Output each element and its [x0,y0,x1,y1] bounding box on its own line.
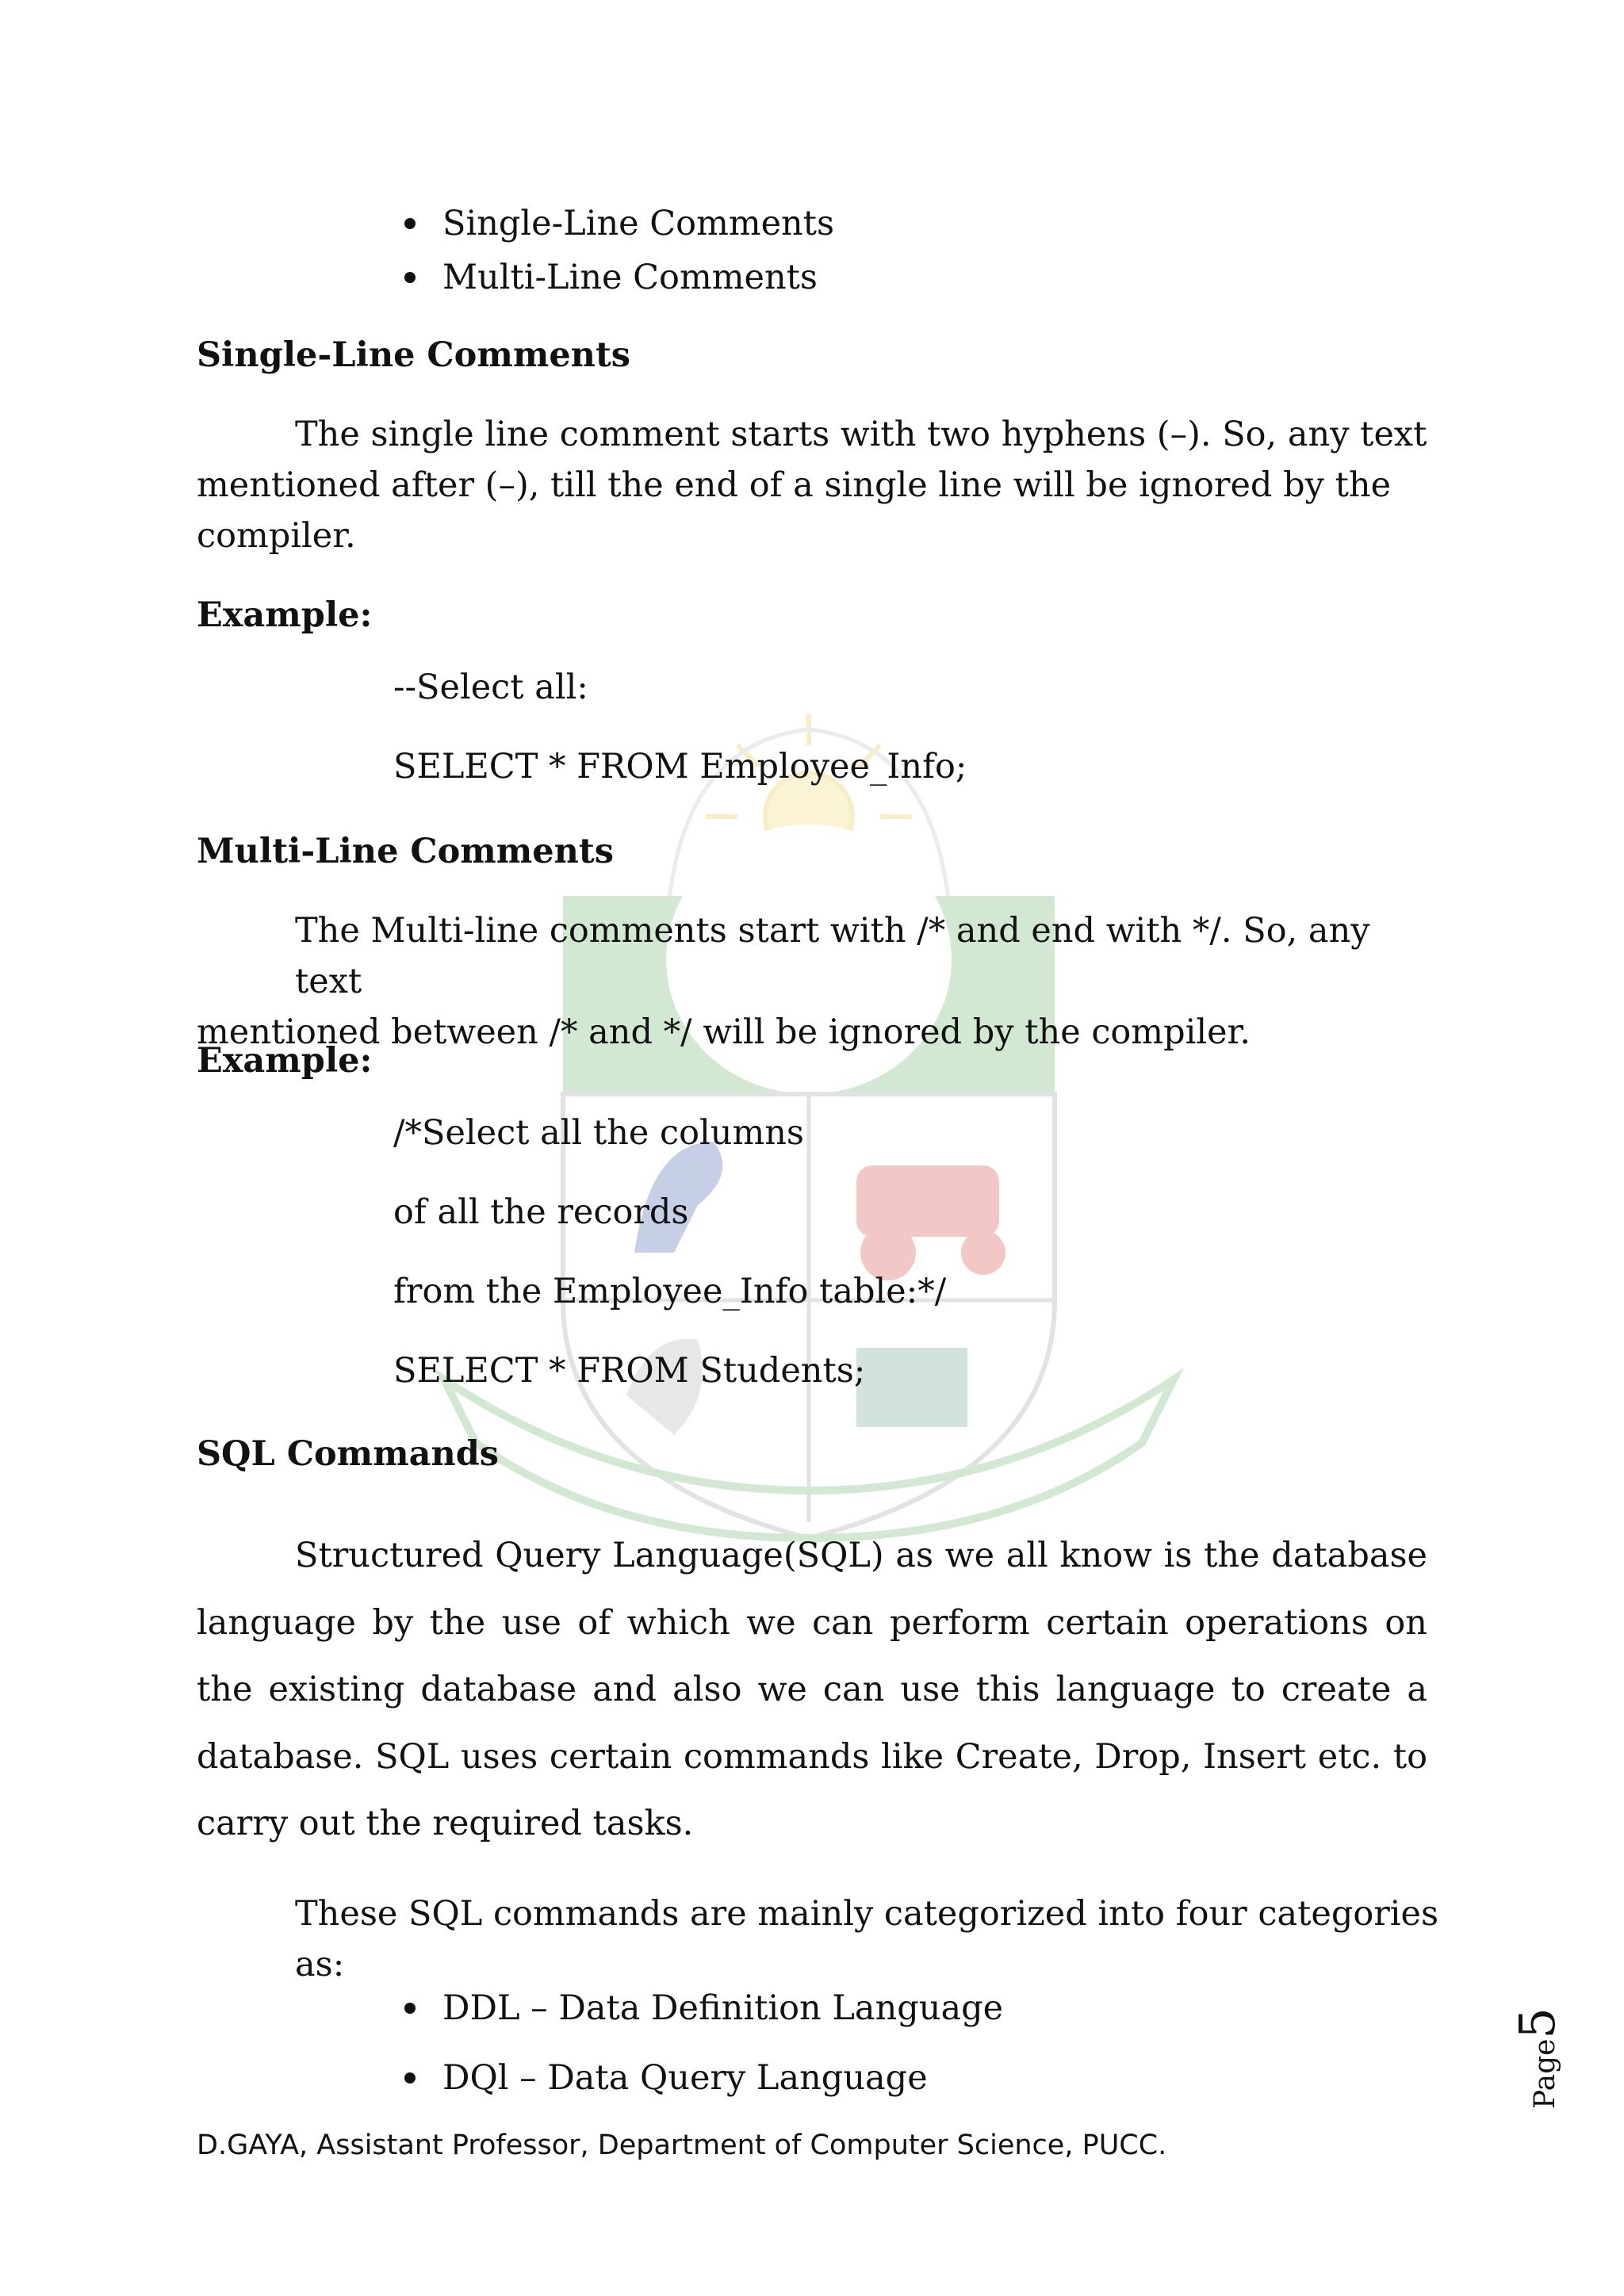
code-line: of all the records [393,1192,689,1232]
list-item-label: Multi-Line Comments [442,258,818,297]
code-line: from the Employee_Info table:*/ [393,1272,947,1311]
example-label: Example: [197,595,373,635]
paragraph-line: The Multi-line comments start with /* and end with */. So, any text [295,911,1370,1001]
paragraph-line: compiler. [197,516,356,556]
list-item [393,251,1107,304]
code-line: SELECT * FROM Students; [393,1351,866,1391]
section-heading-single-line: Single-Line Comments [197,335,631,375]
page-label: Page [1529,2038,1561,2109]
paragraph-line: mentioned after (–), till the end of a single line will be ignored by the [197,465,1392,505]
paragraph-line: mentioned between /* and */ will be ignored by the compiler. [197,1012,1251,1052]
list-item [393,1980,1186,2050]
section-heading-multi-line: Multi-Line Comments [197,832,614,871]
section-heading-sql-commands: SQL Commands [197,1434,500,1474]
paragraph-line: The single line comment starts with two hyphens (–). So, any text [295,415,1427,454]
list-item [393,197,1107,251]
sql-commands-paragraph: Structured Query Language(SQL) as we all know is the database language by the use of which we can perform certain operations on the existing database and also we can use this language to create a database. SQL uses certain commands like Create, Drop, Insert etc. to carry out the required tasks. [197,1536,1427,1843]
sql-categories-list [393,1980,1186,2120]
single-line-paragraph [197,409,1434,561]
list-item-label: DQl – Data Query Language [442,2058,928,2098]
list-item-label: DDL – Data Definition Language [442,1988,1004,2028]
code-line: SELECT * FROM Employee_Info; [393,747,967,786]
bullet-icon [404,272,416,283]
bullet-icon [404,2072,416,2084]
code-line: /*Select all the columns [393,1113,804,1153]
example-label: Example: [197,1041,373,1081]
comment-types-list [393,197,1107,304]
page-number: 5 [1508,2007,1566,2039]
list-item [393,2050,1186,2120]
categories-intro: These SQL commands are mainly categorized into four categories as: [295,1894,1439,1984]
code-line: --Select all: [393,668,588,707]
multi-line-paragraph [197,905,1434,1058]
bullet-icon [404,218,416,229]
page-number-block [1508,1998,1572,2109]
page-footer: D.GAYA, Assistant Professor, Department of Computer Science, PUCC. [197,2130,1167,2161]
list-item-label: Single-Line Comments [442,204,835,243]
bullet-icon [404,2003,416,2014]
